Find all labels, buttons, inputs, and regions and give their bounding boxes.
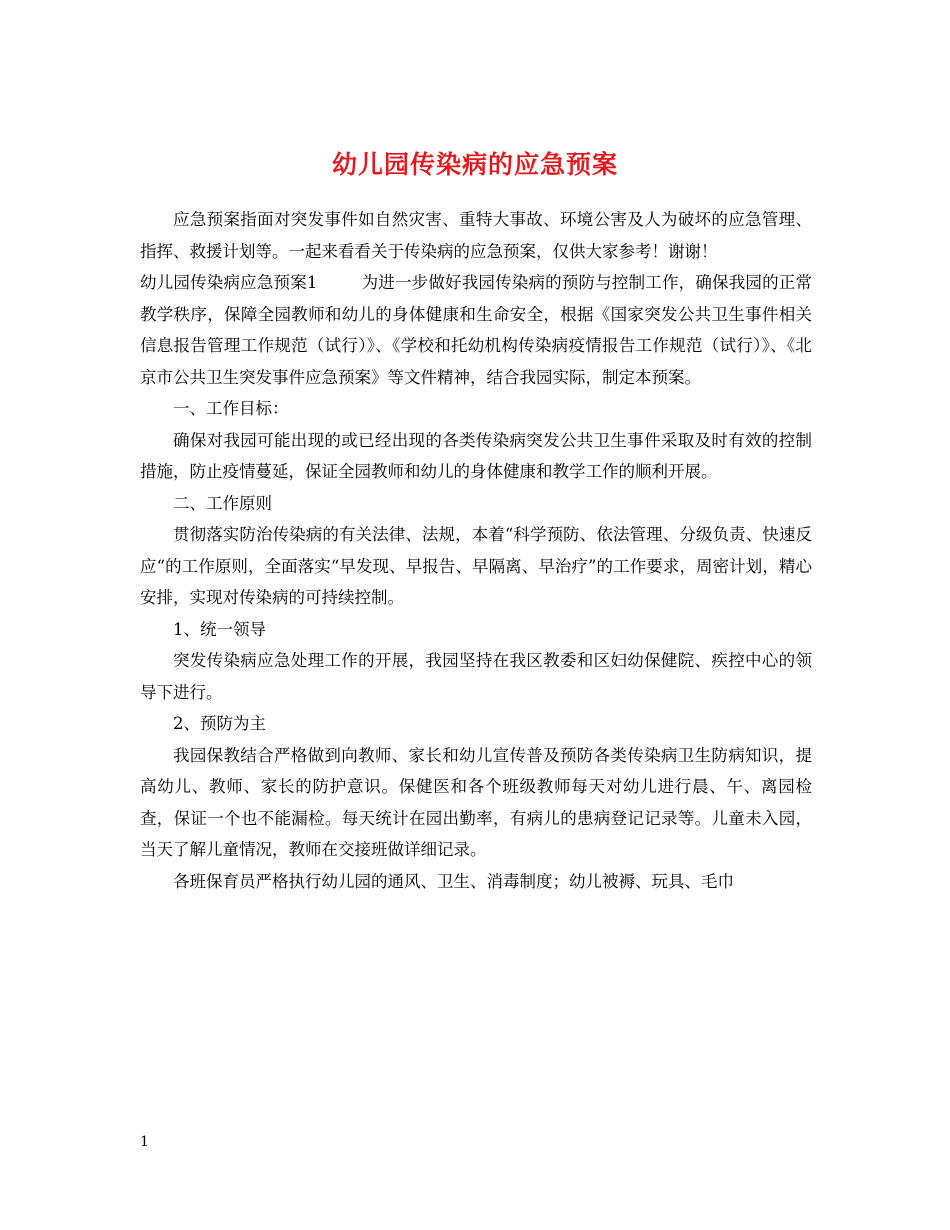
section-1-text: 确保对我园可能出现的或已经出现的各类传染病突发公共卫生事件采取及时有效的控制措施，防止疫情蔓延，保证全园教师和幼儿的身体健康和教学工作的顺利开展。 [140,430,812,481]
section-2-heading: 二、工作原则 [173,493,272,513]
section-2-1-text: 突发传染病应急处理工作的开展，我园坚持在我区教委和区妇幼保健院、疾控中心的领导下进行。 [140,651,812,702]
plan-1-heading: 幼儿园传染病应急预案1 [140,273,318,292]
plan-1-paragraph [140,267,812,393]
document-body [140,204,812,897]
section-2-2-text: 我园保教结合严格做到向教师、家长和幼儿宣传普及预防各类传染病卫生防病知识，提高幼儿、教师、家长的防护意识。保健医和各个班级教师每天对幼儿进行晨、午、离园检查，保证一个也不能漏检。每天统计在园出勤率，有病儿的患病登记记录等。儿童未入园，当天了解儿童情况，教师在交接班做详细记录。 [140,745,812,859]
plan-1-text: 为进一步做好我园传染病的预防与控制工作，确保我园的正常教学秩序，保障全园教师和幼儿的身体健康和生命安全，根据《国家突发公共卫生事件相关信息报告管理工作规范（试行）》、《学校和托幼机构传染病疫情报告工作规范（试行）》、《北京市公共卫生突发事件应急预案》等文件精神，结合我园实际，制定本预案。 [140,273,812,387]
intro-paragraph: 应急预案指面对突发事件如自然灾害、重特大事故、环境公害及人为破坏的应急管理、指挥、救援计划等。一起来看看关于传染病的应急预案，仅供大家参考！谢谢！ [140,210,812,261]
section-2-2-text-continued: 各班保育员严格执行幼儿园的通风、卫生、消毒制度；幼儿被褥、玩具、毛巾 [173,871,734,891]
section-1-heading: 一、工作目标： [173,399,289,418]
section-2-1-heading: 1、统一领导 [173,619,266,639]
section-2-2-heading: 2、预防为主 [173,714,266,733]
page-number: 1 [140,1134,149,1150]
section-2-text: 贯彻落实防治传染病的有关法律、法规，本着“科学预防、依法管理、分级负责、快速反应“的工作原则，全面落实“早发现、早报告、早隔离、早治疗”的工作要求，周密计划，精心安排，实现对传染病的可持续控制。 [140,525,812,607]
page-title: 幼儿园传染病的应急预案 [331,149,618,179]
